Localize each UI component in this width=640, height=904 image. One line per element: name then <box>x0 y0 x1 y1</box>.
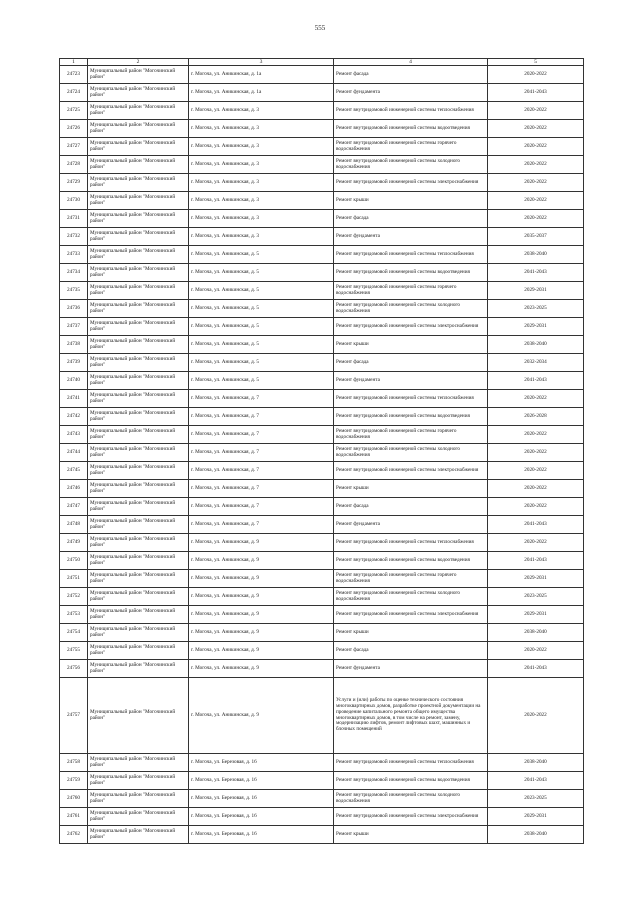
address-cell: г. Могоча, ул. Аникинская, д. 3 <box>189 138 334 156</box>
period-cell: 2041-2043 <box>488 264 584 282</box>
municipality-cell: Муниципальный район "Могочинский район" <box>88 624 189 642</box>
address-cell: г. Могоча, ул. Аникинская, д. 1а <box>189 66 334 84</box>
work-type-cell: Ремонт внутридомовой инженерной системы горячего водоснабжения <box>334 282 488 300</box>
period-cell: 2020-2022 <box>488 534 584 552</box>
period-cell: 2020-2022 <box>488 156 584 174</box>
work-type-cell: Ремонт фасада <box>334 66 488 84</box>
address-cell: г. Могоча, ул. Аникинская, д. 5 <box>189 246 334 264</box>
period-cell: 2041-2043 <box>488 84 584 102</box>
work-type-cell: Ремонт внутридомовой инженерной системы теплоснабжения <box>334 754 488 772</box>
municipality-cell: Муниципальный район "Могочинский район" <box>88 84 189 102</box>
row-number: 24746 <box>60 480 88 498</box>
address-cell: г. Могоча, ул. Аникинская, д. 3 <box>189 156 334 174</box>
table-row <box>60 354 584 372</box>
period-cell: 2035-2037 <box>488 228 584 246</box>
period-cell: 2038-2040 <box>488 624 584 642</box>
work-type-cell: Ремонт внутридомовой инженерной системы электроснабжения <box>334 808 488 826</box>
municipality-cell: Муниципальный район "Могочинский район" <box>88 210 189 228</box>
work-type-cell: Ремонт фасада <box>334 210 488 228</box>
row-number: 24753 <box>60 606 88 624</box>
municipality-cell: Муниципальный район "Могочинский район" <box>88 120 189 138</box>
table-body <box>60 66 584 844</box>
row-number: 24748 <box>60 516 88 534</box>
municipality-cell: Муниципальный район "Могочинский район" <box>88 808 189 826</box>
address-cell: г. Могоча, ул. Аникинская, д. 9 <box>189 660 334 678</box>
row-number: 24739 <box>60 354 88 372</box>
municipality-cell: Муниципальный район "Могочинский район" <box>88 66 189 84</box>
municipality-cell: Муниципальный район "Могочинский район" <box>88 772 189 790</box>
row-number: 24754 <box>60 624 88 642</box>
table-row <box>60 570 584 588</box>
address-cell: г. Могоча, ул. Аникинская, д. 3 <box>189 210 334 228</box>
row-number: 24758 <box>60 754 88 772</box>
municipality-cell: Муниципальный район "Могочинский район" <box>88 246 189 264</box>
row-number: 24727 <box>60 138 88 156</box>
work-type-cell: Ремонт фундамента <box>334 228 488 246</box>
table-row <box>60 390 584 408</box>
period-cell: 2029-2031 <box>488 570 584 588</box>
municipality-cell: Муниципальный район "Могочинский район" <box>88 264 189 282</box>
work-type-cell: Услуги и (или) работы по оценке технического состояния многоквартирных домов, разработке проектной документации на проведение капитального ремонта общего имущества многоквартирных домов, в том числе на ремонт, замену, модернизацию лифтов, ремонт лифтовых шахт, машинных и блочных помещений <box>334 678 488 754</box>
municipality-cell: Муниципальный район "Могочинский район" <box>88 552 189 570</box>
address-cell: г. Могоча, ул. Аникинская, д. 5 <box>189 336 334 354</box>
table-row <box>60 772 584 790</box>
work-type-cell: Ремонт фундамента <box>334 660 488 678</box>
work-type-cell: Ремонт крыши <box>334 480 488 498</box>
header-row <box>60 59 584 66</box>
period-cell: 2038-2040 <box>488 754 584 772</box>
municipality-cell: Муниципальный район "Могочинский район" <box>88 570 189 588</box>
table-row <box>60 192 584 210</box>
municipality-cell: Муниципальный район "Могочинский район" <box>88 174 189 192</box>
period-cell: 2023-2025 <box>488 588 584 606</box>
row-number: 24723 <box>60 66 88 84</box>
address-cell: г. Могоча, ул. Аникинская, д. 9 <box>189 534 334 552</box>
row-number: 24734 <box>60 264 88 282</box>
address-cell: г. Могоча, ул. Аникинская, д. 9 <box>189 606 334 624</box>
period-cell: 2020-2022 <box>488 390 584 408</box>
header-col-4: 4 <box>334 59 488 66</box>
municipality-cell: Муниципальный район "Могочинский район" <box>88 192 189 210</box>
address-cell: г. Могоча, ул. Аникинская, д. 5 <box>189 264 334 282</box>
page-number: 555 <box>314 24 326 32</box>
row-number: 24724 <box>60 84 88 102</box>
table-header <box>60 59 584 66</box>
municipality-cell: Муниципальный район "Могочинский район" <box>88 480 189 498</box>
work-type-cell: Ремонт внутридомовой инженерной системы горячего водоснабжения <box>334 570 488 588</box>
period-cell: 2041-2043 <box>488 772 584 790</box>
row-number: 24755 <box>60 642 88 660</box>
work-type-cell: Ремонт внутридомовой инженерной системы водоотведения <box>334 408 488 426</box>
work-type-cell: Ремонт крыши <box>334 624 488 642</box>
table-row <box>60 120 584 138</box>
row-number: 24725 <box>60 102 88 120</box>
row-number: 24742 <box>60 408 88 426</box>
row-number: 24760 <box>60 790 88 808</box>
period-cell: 2029-2031 <box>488 808 584 826</box>
work-type-cell: Ремонт внутридомовой инженерной системы теплоснабжения <box>334 246 488 264</box>
table-row <box>60 66 584 84</box>
municipality-cell: Муниципальный район "Могочинский район" <box>88 372 189 390</box>
table-row <box>60 372 584 390</box>
address-cell: г. Могоча, ул. Аникинская, д. 9 <box>189 570 334 588</box>
period-cell: 2020-2022 <box>488 174 584 192</box>
table-row <box>60 300 584 318</box>
work-type-cell: Ремонт внутридомовой инженерной системы горячего водоснабжения <box>334 426 488 444</box>
work-type-cell: Ремонт внутридомовой инженерной системы холодного водоснабжения <box>334 588 488 606</box>
municipality-cell: Муниципальный район "Могочинский район" <box>88 790 189 808</box>
municipality-cell: Муниципальный район "Могочинский район" <box>88 606 189 624</box>
work-type-cell: Ремонт внутридомовой инженерной системы водоотведения <box>334 120 488 138</box>
address-cell: г. Могоча, ул. Аникинская, д. 3 <box>189 174 334 192</box>
row-number: 24731 <box>60 210 88 228</box>
work-type-cell: Ремонт внутридомовой инженерной системы теплоснабжения <box>334 534 488 552</box>
address-cell: г. Могоча, ул. Аникинская, д. 7 <box>189 516 334 534</box>
table-row <box>60 426 584 444</box>
address-cell: г. Могоча, ул. Березовая, д. 16 <box>189 790 334 808</box>
table-row <box>60 826 584 844</box>
period-cell: 2020-2022 <box>488 444 584 462</box>
municipality-cell: Муниципальный район "Могочинский район" <box>88 462 189 480</box>
table-row <box>60 808 584 826</box>
row-number: 24733 <box>60 246 88 264</box>
address-cell: г. Могоча, ул. Березовая, д. 16 <box>189 826 334 844</box>
address-cell: г. Могоча, ул. Аникинская, д. 7 <box>189 498 334 516</box>
work-type-cell: Ремонт крыши <box>334 826 488 844</box>
municipality-cell: Муниципальный район "Могочинский район" <box>88 588 189 606</box>
address-cell: г. Могоча, ул. Аникинская, д. 7 <box>189 390 334 408</box>
period-cell: 2038-2040 <box>488 826 584 844</box>
municipality-cell: Муниципальный район "Могочинский район" <box>88 390 189 408</box>
row-number: 24761 <box>60 808 88 826</box>
row-number: 24741 <box>60 390 88 408</box>
row-number: 24747 <box>60 498 88 516</box>
work-type-cell: Ремонт внутридомовой инженерной системы электроснабжения <box>334 174 488 192</box>
header-col-2: 2 <box>88 59 189 66</box>
address-cell: г. Могоча, ул. Аникинская, д. 3 <box>189 192 334 210</box>
municipality-cell: Муниципальный район "Могочинский район" <box>88 336 189 354</box>
work-type-cell: Ремонт внутридомовой инженерной системы электроснабжения <box>334 318 488 336</box>
work-type-cell: Ремонт фундамента <box>334 84 488 102</box>
period-cell: 2020-2022 <box>488 642 584 660</box>
municipality-cell: Муниципальный район "Могочинский район" <box>88 426 189 444</box>
table-row <box>60 480 584 498</box>
period-cell: 2020-2022 <box>488 480 584 498</box>
work-type-cell: Ремонт внутридомовой инженерной системы водоотведения <box>334 772 488 790</box>
municipality-cell: Муниципальный район "Могочинский район" <box>88 408 189 426</box>
municipality-cell: Муниципальный район "Могочинский район" <box>88 282 189 300</box>
period-cell: 2020-2022 <box>488 192 584 210</box>
period-cell: 2041-2043 <box>488 516 584 534</box>
municipality-cell: Муниципальный район "Могочинский район" <box>88 318 189 336</box>
municipality-cell: Муниципальный район "Могочинский район" <box>88 660 189 678</box>
address-cell: г. Могоча, ул. Аникинская, д. 3 <box>189 120 334 138</box>
row-number: 24749 <box>60 534 88 552</box>
address-cell: г. Могоча, ул. Аникинская, д. 9 <box>189 588 334 606</box>
address-cell: г. Могоча, ул. Аникинская, д. 3 <box>189 102 334 120</box>
period-cell: 2020-2022 <box>488 462 584 480</box>
municipality-cell: Муниципальный район "Могочинский район" <box>88 642 189 660</box>
period-cell: 2041-2043 <box>488 660 584 678</box>
table-row <box>60 210 584 228</box>
municipality-cell: Муниципальный район "Могочинский район" <box>88 498 189 516</box>
period-cell: 2038-2040 <box>488 336 584 354</box>
municipality-cell: Муниципальный район "Могочинский район" <box>88 754 189 772</box>
table-row <box>60 264 584 282</box>
row-number: 24732 <box>60 228 88 246</box>
address-cell: г. Могоча, ул. Березовая, д. 16 <box>189 772 334 790</box>
table-row <box>60 516 584 534</box>
table-row <box>60 282 584 300</box>
period-cell: 2020-2022 <box>488 426 584 444</box>
header-col-5: 5 <box>488 59 584 66</box>
period-cell: 2032-2034 <box>488 354 584 372</box>
work-type-cell: Ремонт внутридомовой инженерной системы электроснабжения <box>334 462 488 480</box>
row-number: 24752 <box>60 588 88 606</box>
row-number: 24729 <box>60 174 88 192</box>
address-cell: г. Могоча, ул. Аникинская, д. 5 <box>189 300 334 318</box>
table-row <box>60 318 584 336</box>
row-number: 24738 <box>60 336 88 354</box>
table-row <box>60 790 584 808</box>
address-cell: г. Могоча, ул. Аникинская, д. 5 <box>189 372 334 390</box>
address-cell: г. Могоча, ул. Аникинская, д. 5 <box>189 354 334 372</box>
table-row <box>60 156 584 174</box>
municipality-cell: Муниципальный район "Могочинский район" <box>88 156 189 174</box>
work-type-cell: Ремонт внутридомовой инженерной системы электроснабжения <box>334 606 488 624</box>
table-row <box>60 642 584 660</box>
table-row <box>60 246 584 264</box>
table-row <box>60 754 584 772</box>
row-number: 24736 <box>60 300 88 318</box>
work-type-cell: Ремонт фасада <box>334 498 488 516</box>
address-cell: г. Могоча, ул. Аникинская, д. 7 <box>189 408 334 426</box>
table-row <box>60 660 584 678</box>
period-cell: 2020-2022 <box>488 498 584 516</box>
address-cell: г. Могоча, ул. Березовая, д. 16 <box>189 808 334 826</box>
row-number: 24762 <box>60 826 88 844</box>
address-cell: г. Могоча, ул. Аникинская, д. 7 <box>189 444 334 462</box>
table-row <box>60 462 584 480</box>
municipality-cell: Муниципальный район "Могочинский район" <box>88 678 189 754</box>
period-cell: 2020-2022 <box>488 138 584 156</box>
table-row <box>60 174 584 192</box>
work-type-cell: Ремонт внутридомовой инженерной системы теплоснабжения <box>334 102 488 120</box>
period-cell: 2029-2031 <box>488 318 584 336</box>
table-row <box>60 336 584 354</box>
work-type-cell: Ремонт внутридомовой инженерной системы холодного водоснабжения <box>334 300 488 318</box>
row-number: 24730 <box>60 192 88 210</box>
period-cell: 2023-2025 <box>488 300 584 318</box>
period-cell: 2020-2022 <box>488 210 584 228</box>
municipality-cell: Муниципальный район "Могочинский район" <box>88 300 189 318</box>
work-type-cell: Ремонт внутридомовой инженерной системы водоотведения <box>334 552 488 570</box>
work-type-cell: Ремонт внутридомовой инженерной системы холодного водоснабжения <box>334 790 488 808</box>
row-number: 24751 <box>60 570 88 588</box>
address-cell: г. Могоча, ул. Березовая, д. 16 <box>189 754 334 772</box>
table-row <box>60 84 584 102</box>
table-row <box>60 408 584 426</box>
work-type-cell: Ремонт крыши <box>334 336 488 354</box>
table-row <box>60 588 584 606</box>
work-type-cell: Ремонт внутридомовой инженерной системы холодного водоснабжения <box>334 156 488 174</box>
work-type-cell: Ремонт крыши <box>334 192 488 210</box>
row-number: 24737 <box>60 318 88 336</box>
table-row <box>60 552 584 570</box>
period-cell: 2029-2031 <box>488 606 584 624</box>
address-cell: г. Могоча, ул. Аникинская, д. 9 <box>189 552 334 570</box>
table-row <box>60 624 584 642</box>
table-row <box>60 498 584 516</box>
address-cell: г. Могоча, ул. Аникинская, д. 9 <box>189 642 334 660</box>
municipality-cell: Муниципальный район "Могочинский район" <box>88 228 189 246</box>
period-cell: 2041-2043 <box>488 552 584 570</box>
address-cell: г. Могоча, ул. Аникинская, д. 5 <box>189 318 334 336</box>
address-cell: г. Могоча, ул. Аникинская, д. 7 <box>189 426 334 444</box>
period-cell: 2038-2040 <box>488 246 584 264</box>
period-cell: 2020-2022 <box>488 102 584 120</box>
row-number: 24745 <box>60 462 88 480</box>
municipality-cell: Муниципальный район "Могочинский район" <box>88 138 189 156</box>
table-row <box>60 102 584 120</box>
registry-table <box>59 58 584 844</box>
row-number: 24744 <box>60 444 88 462</box>
work-type-cell: Ремонт внутридомовой инженерной системы холодного водоснабжения <box>334 444 488 462</box>
row-number: 24757 <box>60 678 88 754</box>
row-number: 24750 <box>60 552 88 570</box>
row-number: 24735 <box>60 282 88 300</box>
municipality-cell: Муниципальный район "Могочинский район" <box>88 534 189 552</box>
address-cell: г. Могоча, ул. Аникинская, д. 5 <box>189 282 334 300</box>
address-cell: г. Могоча, ул. Аникинская, д. 3 <box>189 228 334 246</box>
work-type-cell: Ремонт внутридомовой инженерной системы водоотведения <box>334 264 488 282</box>
table-row <box>60 606 584 624</box>
header-col-1: 1 <box>60 59 88 66</box>
table-row <box>60 534 584 552</box>
period-cell: 2023-2025 <box>488 790 584 808</box>
row-number: 24728 <box>60 156 88 174</box>
work-type-cell: Ремонт внутридомовой инженерной системы горячего водоснабжения <box>334 138 488 156</box>
row-number: 24759 <box>60 772 88 790</box>
address-cell: г. Могоча, ул. Аникинская, д. 9 <box>189 624 334 642</box>
address-cell: г. Могоча, ул. Аникинская, д. 1а <box>189 84 334 102</box>
header-col-3: 3 <box>189 59 334 66</box>
table-row <box>60 228 584 246</box>
period-cell: 2029-2031 <box>488 282 584 300</box>
work-type-cell: Ремонт фасада <box>334 642 488 660</box>
municipality-cell: Муниципальный район "Могочинский район" <box>88 826 189 844</box>
table-row <box>60 444 584 462</box>
row-number: 24726 <box>60 120 88 138</box>
row-number: 24743 <box>60 426 88 444</box>
table-row <box>60 138 584 156</box>
address-cell: г. Могоча, ул. Аникинская, д. 7 <box>189 462 334 480</box>
period-cell: 2020-2022 <box>488 66 584 84</box>
work-type-cell: Ремонт внутридомовой инженерной системы теплоснабжения <box>334 390 488 408</box>
table-row <box>60 678 584 754</box>
period-cell: 2020-2022 <box>488 120 584 138</box>
period-cell: 2020-2022 <box>488 678 584 754</box>
row-number: 24740 <box>60 372 88 390</box>
municipality-cell: Муниципальный район "Могочинский район" <box>88 354 189 372</box>
row-number: 24756 <box>60 660 88 678</box>
period-cell: 2041-2043 <box>488 372 584 390</box>
period-cell: 2026-2028 <box>488 408 584 426</box>
municipality-cell: Муниципальный район "Могочинский район" <box>88 102 189 120</box>
municipality-cell: Муниципальный район "Могочинский район" <box>88 444 189 462</box>
address-cell: г. Могоча, ул. Аникинская, д. 9 <box>189 678 334 754</box>
work-type-cell: Ремонт фундамента <box>334 372 488 390</box>
municipality-cell: Муниципальный район "Могочинский район" <box>88 516 189 534</box>
address-cell: г. Могоча, ул. Аникинская, д. 7 <box>189 480 334 498</box>
work-type-cell: Ремонт фасада <box>334 354 488 372</box>
work-type-cell: Ремонт фундамента <box>334 516 488 534</box>
